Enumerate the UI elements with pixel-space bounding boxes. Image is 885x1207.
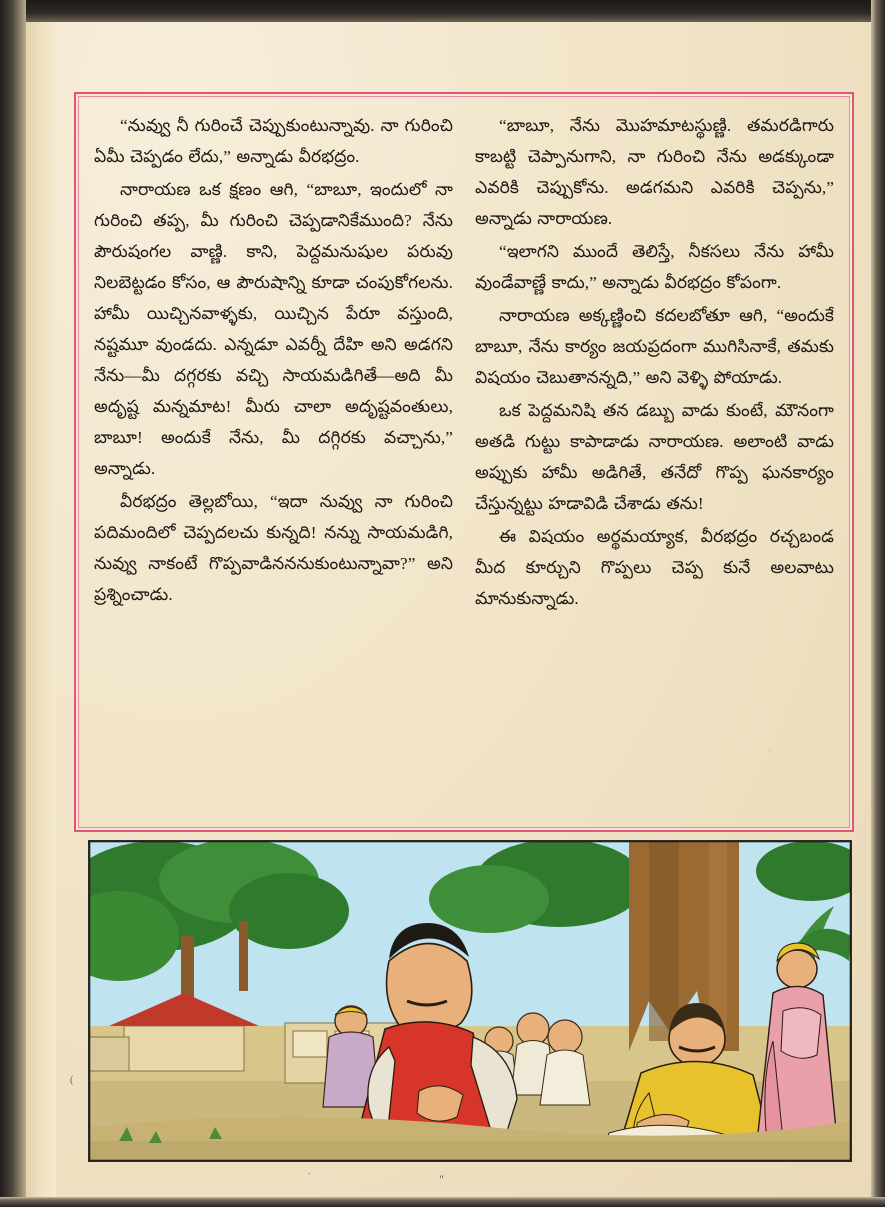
scan-edge-right: [871, 0, 885, 1207]
column-left: [94, 110, 453, 820]
page-tiny-mark: .: [308, 1166, 311, 1176]
page-edge-tick: (: [70, 1075, 74, 1086]
paragraph: “బాబూ, నేను మొహమాటస్థుణ్ణి. తమరడిగారు కాబట్టి చెప్పానుగాని, నా గురించి నేను అడక్కుండా ఎవరికి చెప్పుకోను. అడగమని ఎవరికి చెప్పను,” అన్నాడు నారాయణ.: [475, 116, 834, 228]
scan-edge-top: [0, 0, 885, 22]
paragraph: “నువ్వు నీ గురించే చెప్పుకుంటున్నావు. నా గురించి ఏమీ చెప్పడం లేదు,” అన్నాడు వీరభద్రం.: [94, 116, 453, 166]
paragraph: “ఇలాగని ముందే తెలిస్తే, నీకసలు నేను హామీ వుండేవాణ్ణే కాదు,” అన్నాడు వీరభద్రం కోపంగా.: [475, 242, 834, 292]
paragraph: వీరభద్రం తెల్లబోయి, “ఇదా నువ్వు నా గురించి పదిమందిలో చెప్పదలచు కున్నది! నన్ను సాయమడిగి, నువ్వు నాకంటే గొప్పవాడినననుకుంటున్నావా?” అని ప్రశ్నించాడు.: [94, 492, 453, 604]
illustration-artwork: [89, 841, 851, 1161]
page-footer: ": [439, 1172, 446, 1186]
illustration-panel: [88, 840, 852, 1162]
paragraph: నారాయణ అక్కణ్ణించి కదలబోతూ ఆగి, “అందుకే బాబూ, నేను కార్యం జయప్రదంగా ముగిసినాకే, తమకు విషయం చెబుతానన్నది,” అని వెళ్ళి పోయాడు.: [475, 306, 834, 387]
article-text-frame: [74, 92, 854, 832]
scan-edge-left: [0, 0, 26, 1207]
page-gutter: [26, 22, 56, 1197]
scan-edge-bottom: [0, 1197, 885, 1207]
column-right: [475, 110, 834, 820]
paragraph: ఈ విషయం అర్థమయ్యాక, వీరభద్రం రచ్చబండ మీద కూర్చుని గొప్పలు చెప్ప కునే అలవాటు మానుకున్నాడు.: [475, 527, 834, 608]
paragraph: నారాయణ ఒక క్షణం ఆగి, “బాబూ, ఇందులో నా గురించి తప్ప, మీ గురించి చెప్పడానికేముంది? నేను పౌరుషంగల వాణ్ణి. కాని, పెద్దమనుషుల పరువు నిలబెట్టడం కోసం, ఆ పౌరుషాన్ని కూడా చంపుకోగలను. హామీ యిచ్చినవాళ్ళకు, యిచ్చిన పేరూ వస్తుంది, నష్టమూ వుండదు. ఎన్నడూ ఎవర్నీ దేహి అని అడగని నేను—మీ దగ్గరకు వచ్చి సాయమడిగితే—అది మీ అదృష్ట మన్నమాట! మీరు చాలా అదృష్టవంతులు, బాబూ! అందుకే నేను, మీ దగ్గిరకు వచ్చాను,” అన్నాడు.: [94, 180, 453, 478]
paragraph: ఒక పెద్దమనిషి తన డబ్బు వాడు కుంటే, మౌనంగా అతడి గుట్టు కాపాడాడు నారాయణ. అలాంటి వాడు అప్పుకు హామీ అడిగితే, తనేదో గొప్ప ఘనకార్యం చేస్తున్నట్టు హడావిడి చేశాడు తను!: [475, 401, 834, 513]
text-columns: [76, 94, 852, 830]
